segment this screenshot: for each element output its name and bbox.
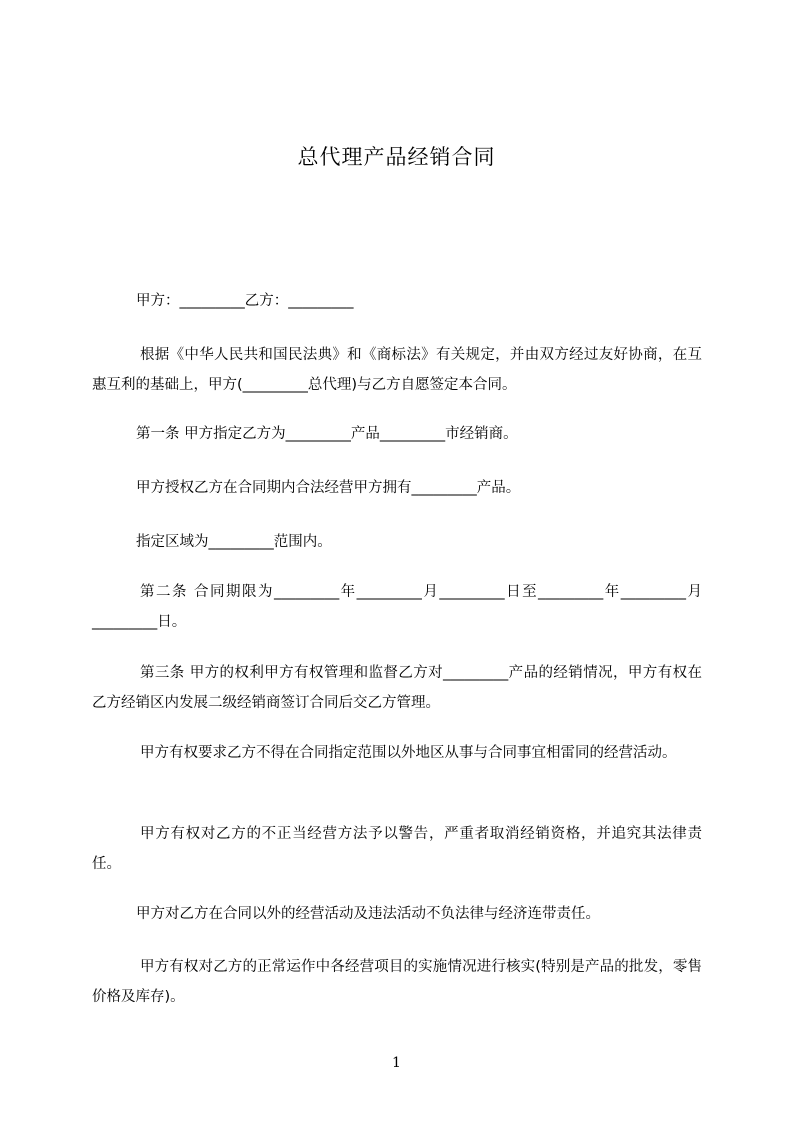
page-number: 1 (392, 1055, 401, 1071)
restriction-paragraph: 甲方有权要求乙方不得在合同指定范围以外地区从事与合同事宜相雷同的经营活动。 (140, 745, 677, 761)
document-title: 总代理产品经销合同 (297, 145, 496, 169)
region-paragraph: 指定区域为_________范围内。 (136, 534, 332, 550)
authorization-paragraph: 甲方授权乙方在合同期内合法经营甲方拥有_________产品。 (136, 480, 521, 496)
parties-line: 甲方：_________乙方：_________ (136, 293, 354, 309)
warning-paragraph: 甲方有权对乙方的不正当经营方法予以警告，严重者取消经销资格，并追究其法律责任。 (92, 826, 702, 872)
verification-paragraph: 甲方有权对乙方的正常运作中各经营项目的实施情况进行核实(特别是产品的批发，零售价格及库存)。 (92, 959, 702, 1005)
article-2-paragraph: 第二条 合同期限为_________年_________月_________日至_________年_________月_________日。 (92, 584, 702, 630)
article-1-paragraph: 第一条 甲方指定乙方为_________产品_________市经销商。 (136, 426, 518, 442)
liability-paragraph: 甲方对乙方在合同以外的经营活动及违法活动不负法律与经济连带责任。 (136, 906, 600, 922)
article-3-paragraph: 第三条 甲方的权利甲方有权管理和监督乙方对_________产品的经销情况，甲方有权在乙方经销区内发展二级经销商签订合同后交乙方管理。 (92, 665, 702, 711)
preamble-paragraph: 根据《中华人民共和国民法典》和《商标法》有关规定，并由双方经过友好协商，在互惠互利的基础上，甲方(_________总代理)与乙方自愿签定本合同。 (92, 347, 702, 393)
